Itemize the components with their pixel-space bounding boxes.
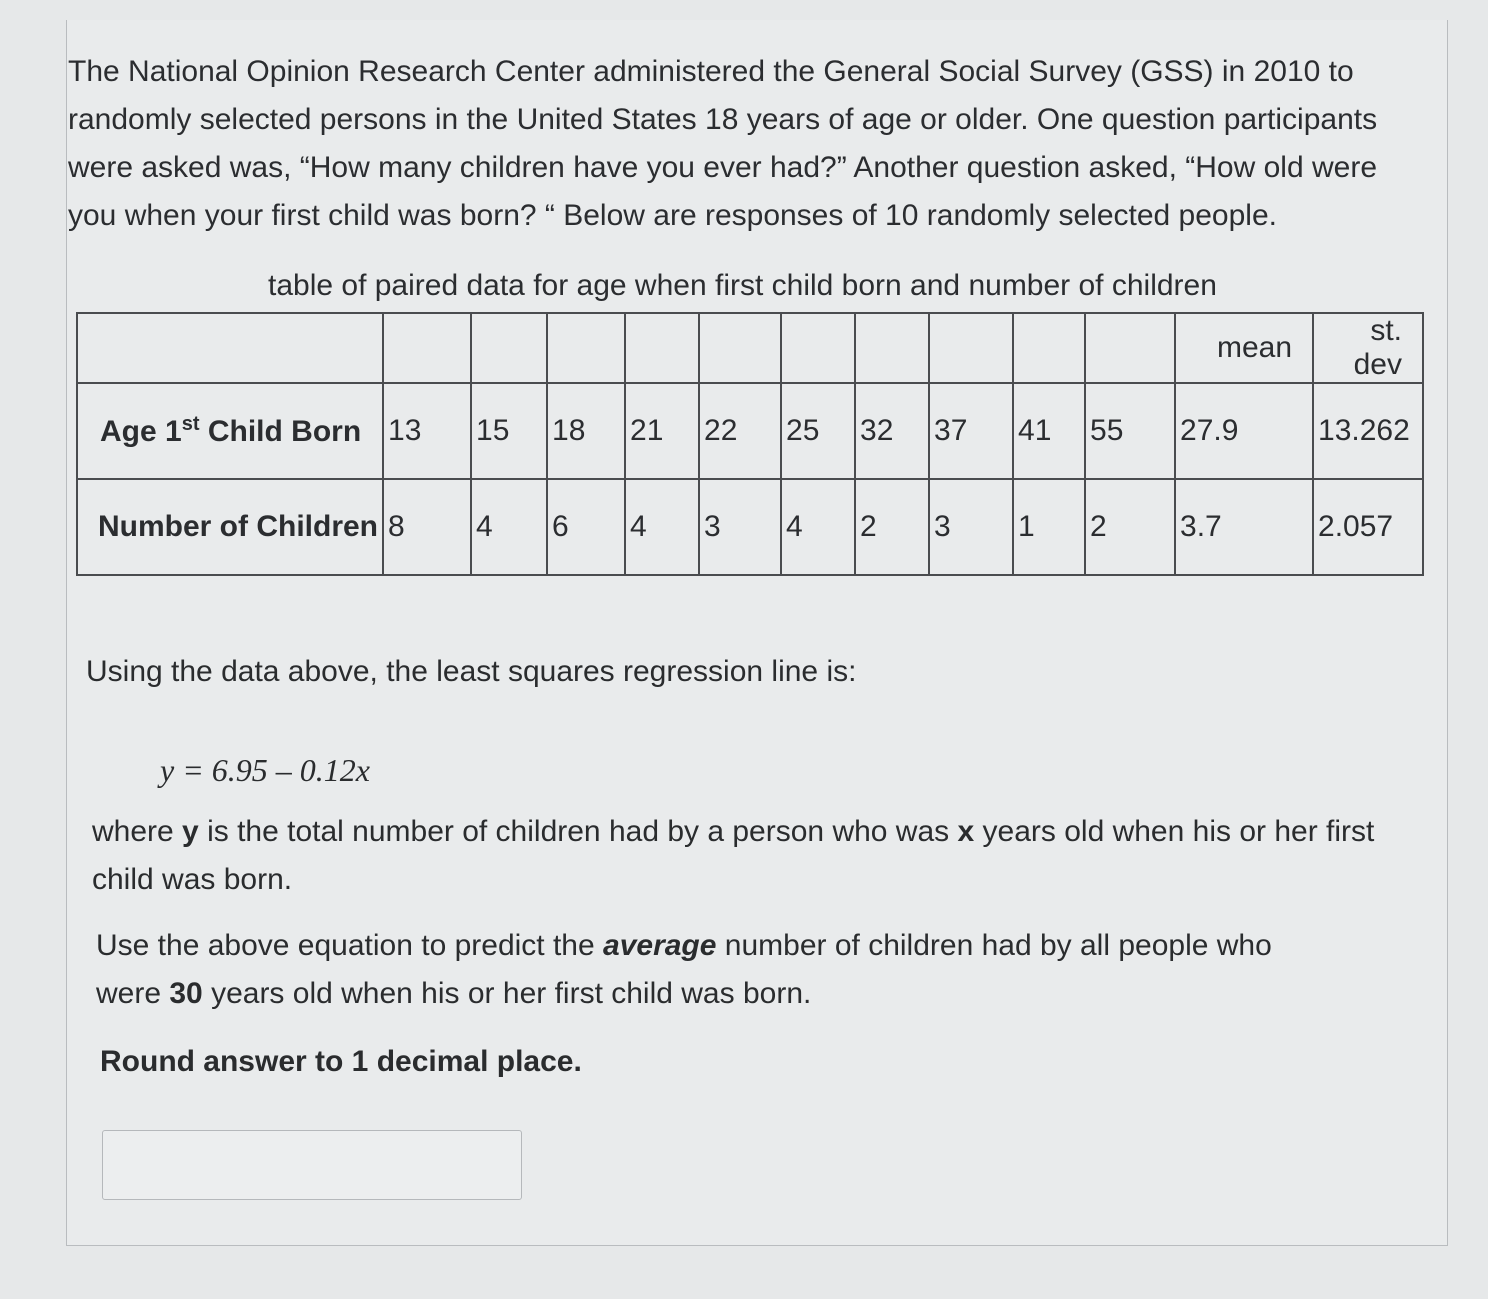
table-cell-mean: 27.9 (1175, 383, 1313, 479)
header-cell (547, 313, 625, 383)
table-cell: 25 (781, 383, 855, 479)
table-cell: 37 (929, 383, 1013, 479)
table-caption: table of paired data for age when first child born and number of children (268, 269, 1217, 302)
table-cell: 4 (625, 479, 699, 575)
header-mean: mean (1175, 313, 1313, 383)
table-cell: 55 (1085, 383, 1175, 479)
paired-data-table (76, 312, 1424, 576)
header-cell (471, 313, 547, 383)
header-stdev: st. dev (1313, 313, 1423, 383)
header-cell (1013, 313, 1085, 383)
table-cell: 32 (855, 383, 929, 479)
rounding-instruction: Round answer to 1 decimal place. (100, 1045, 582, 1078)
header-cell (77, 313, 383, 383)
table-cell: 2 (855, 479, 929, 575)
table-cell-stdev: 13.262 (1313, 383, 1423, 479)
header-cell (383, 313, 471, 383)
table-row-children (77, 479, 1423, 575)
table-cell-stdev: 2.057 (1313, 479, 1423, 575)
table-cell: 18 (547, 383, 625, 479)
header-cell (699, 313, 781, 383)
row-label-children: Number of Children (77, 479, 383, 575)
table-cell: 15 (471, 383, 547, 479)
header-cell (1085, 313, 1175, 383)
table-cell: 6 (547, 479, 625, 575)
header-cell (855, 313, 929, 383)
table-row-age (77, 383, 1423, 479)
table-cell: 8 (383, 479, 471, 575)
table-cell-mean: 3.7 (1175, 479, 1313, 575)
table-cell: 41 (1013, 383, 1085, 479)
table-cell: 3 (929, 479, 1013, 575)
table-cell: 4 (781, 479, 855, 575)
row-label-age: Age 1st Child Born (77, 383, 383, 479)
table-cell: 22 (699, 383, 781, 479)
table-cell: 21 (625, 383, 699, 479)
regression-intro: Using the data above, the least squares regression line is: (86, 655, 857, 688)
problem-intro: The National Opinion Research Center administered the General Social Survey (GSS) in 2010 to randomly selected persons in the United States 18 years of age or older. One question participants were asked was, “How many children have you ever had?” Another question asked, “How old were you when your first child was born? “ Below are responses of 10 randomly selected people. (68, 55, 1378, 232)
prediction-prompt: Use the above equation to predict the average number of children had by all people who were 30 years old when his or her first child was born. (96, 929, 1272, 1010)
header-cell (929, 313, 1013, 383)
regression-equation: y = 6.95 – 0.12x (160, 752, 370, 788)
table-header-row (77, 313, 1423, 383)
variable-definition: where y is the total number of children had by a person who was x years old when his or her first child was born. (92, 815, 1375, 896)
header-cell (781, 313, 855, 383)
answer-input[interactable] (102, 1130, 522, 1200)
header-cell (625, 313, 699, 383)
table-cell: 13 (383, 383, 471, 479)
table-cell: 1 (1013, 479, 1085, 575)
table-cell: 2 (1085, 479, 1175, 575)
table-cell: 3 (699, 479, 781, 575)
table-cell: 4 (471, 479, 547, 575)
